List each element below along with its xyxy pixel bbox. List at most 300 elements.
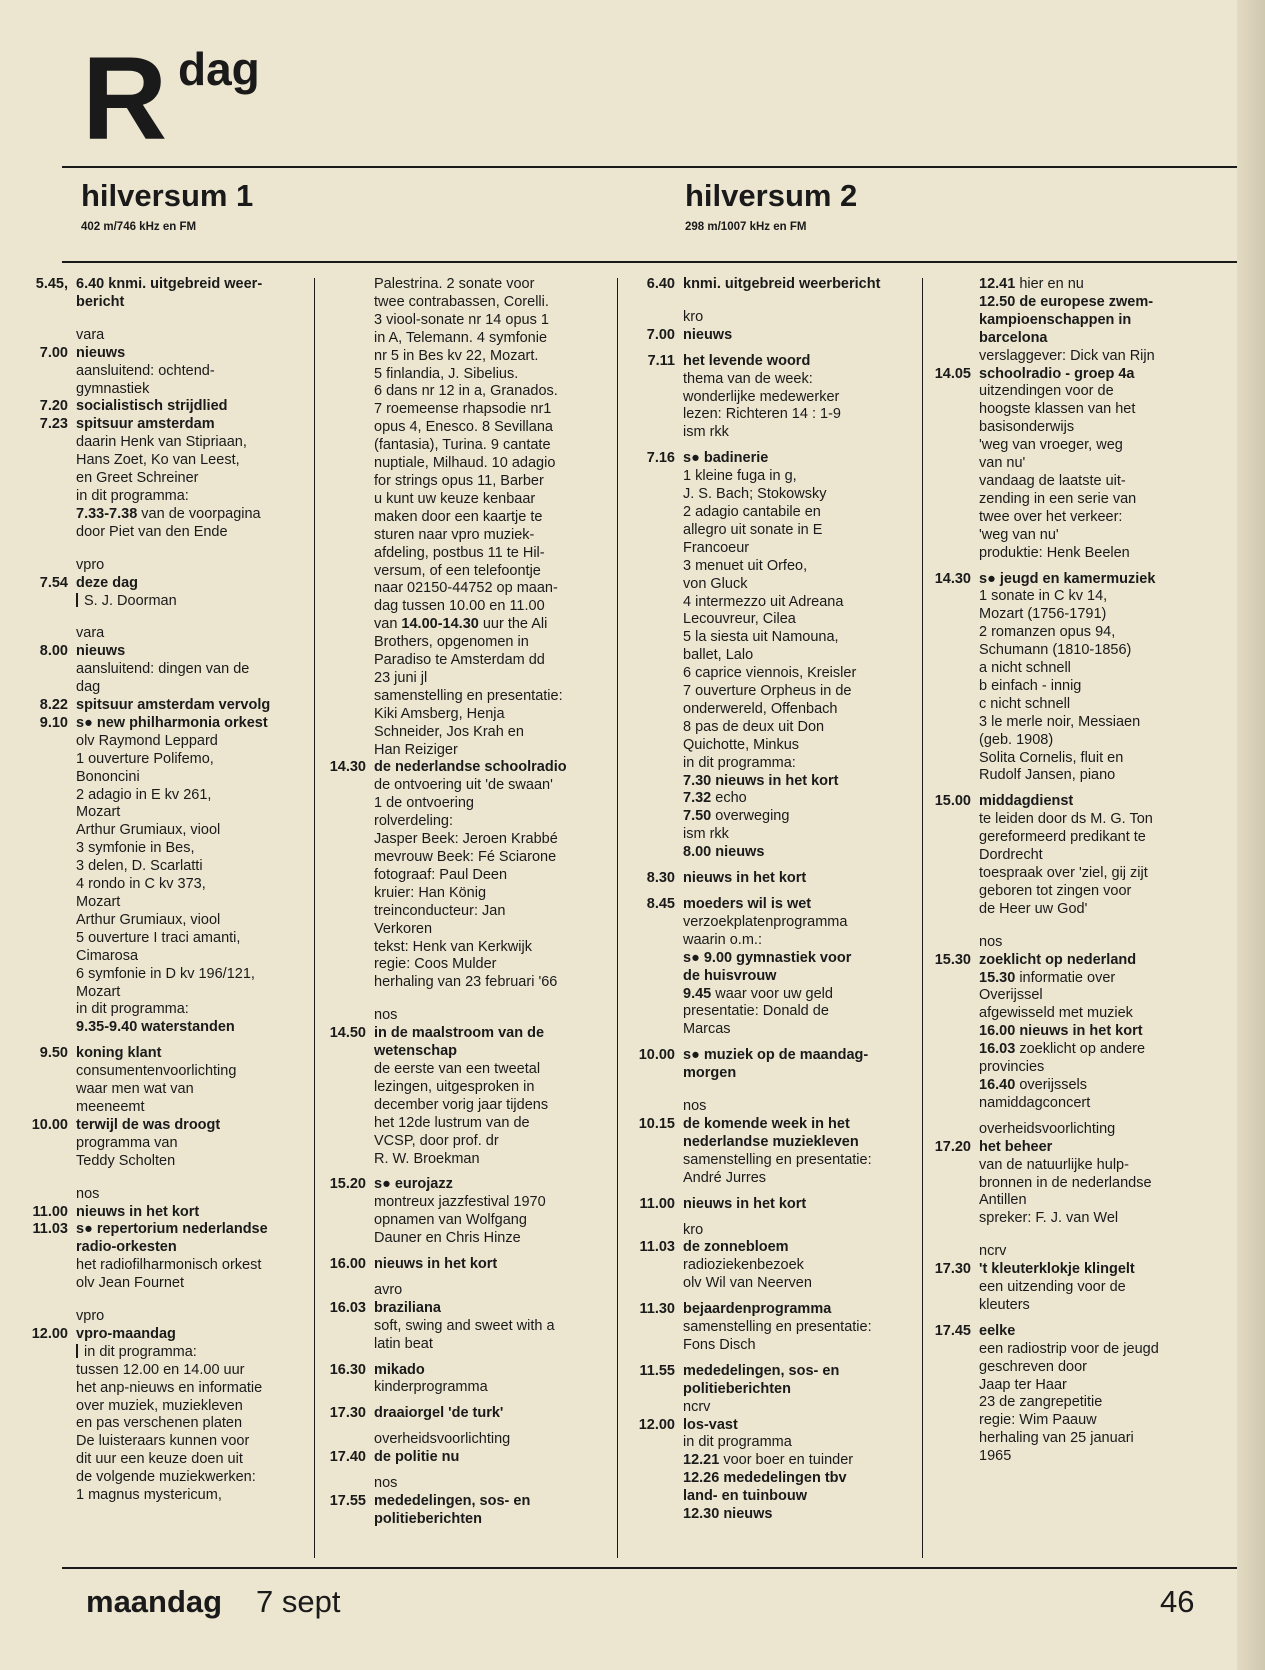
text: latin beat <box>374 1335 433 1352</box>
entry-line <box>76 643 308 661</box>
entry-text <box>374 1256 608 1274</box>
text: en Greet Schreiner <box>76 470 199 487</box>
schedule-entry <box>28 345 308 399</box>
schedule-entry <box>625 1047 917 1083</box>
entry-line <box>76 593 308 611</box>
entry-line <box>374 1405 608 1423</box>
entry-line <box>979 1005 1208 1023</box>
entry-line <box>683 353 917 371</box>
entry-time: 15.00 <box>934 793 971 810</box>
bold-text: 9.35-9.40 waterstanden <box>76 1019 235 1036</box>
text: uitzendingen voor de <box>979 383 1114 400</box>
entry-line <box>374 491 608 509</box>
entry-line <box>374 1475 608 1493</box>
entry-text <box>683 1047 917 1083</box>
schedule-entry <box>28 1045 308 1117</box>
schedule-entry <box>28 398 308 416</box>
text: echo <box>711 790 747 807</box>
entry-line <box>374 1362 608 1380</box>
schedule-entry <box>318 276 608 759</box>
entry-line <box>76 858 308 876</box>
schedule-entry <box>625 1098 917 1116</box>
entry-line <box>979 883 1208 901</box>
entry-line <box>76 1045 308 1063</box>
entry-text <box>374 1362 608 1398</box>
entry-line <box>374 706 608 724</box>
bold-text: braziliana <box>374 1299 441 1316</box>
text: december vorig jaar tijdens <box>374 1096 549 1113</box>
entry-line <box>374 759 608 777</box>
entry-line <box>76 984 308 1002</box>
spacer <box>625 1355 917 1363</box>
text: von Gluck <box>683 575 748 592</box>
entry-text <box>374 1176 608 1248</box>
entry-line <box>374 688 608 706</box>
bold-text: mededelingen, sos- en <box>683 1362 840 1379</box>
entry-line <box>683 1239 917 1257</box>
bold-text: 't kleuterklokje klingelt <box>979 1261 1135 1278</box>
entry-line <box>76 1433 308 1451</box>
entry-line <box>979 1243 1208 1261</box>
entry-time: 7.23 <box>39 416 68 433</box>
text: vandaag de laatste uit- <box>979 472 1126 489</box>
entry-line <box>683 522 917 540</box>
entry-line <box>979 312 1208 330</box>
entry-line <box>979 1412 1208 1430</box>
schedule-entry <box>318 1256 608 1274</box>
spacer <box>28 1037 308 1045</box>
entry-line <box>683 665 917 683</box>
entry-line <box>76 434 308 452</box>
bold-text: mikado <box>374 1361 425 1378</box>
entry-line <box>683 1098 917 1116</box>
entry-line <box>76 1001 308 1019</box>
entry-line <box>683 808 917 826</box>
text: tussen 12.00 en 14.00 uur <box>76 1361 245 1378</box>
bold-text: nederlandse muziekleven <box>683 1133 859 1150</box>
entry-time: 8.30 <box>646 870 675 887</box>
entry-line <box>374 598 608 616</box>
bold-text: nieuws <box>76 344 126 361</box>
entry-text <box>979 934 1208 952</box>
entry-line <box>979 545 1208 563</box>
text: Mozart <box>76 894 121 910</box>
entry-text <box>683 1417 917 1524</box>
entry-line <box>76 506 308 524</box>
entry-line <box>683 719 917 737</box>
entry-time: 7.00 <box>39 344 68 361</box>
entry-time <box>918 1121 979 1139</box>
entry-line <box>76 276 308 294</box>
text: VCSP, door prof. dr <box>374 1132 499 1149</box>
entry-line <box>374 670 608 688</box>
entry-line <box>374 330 608 348</box>
entry-line <box>374 1511 608 1529</box>
entry-line <box>683 647 917 665</box>
bold-text: de nederlandse schoolradio <box>374 759 567 776</box>
top-rule <box>62 166 1237 168</box>
text: in dit programma: <box>84 1343 197 1360</box>
text: door Piet van den Ende <box>76 523 228 540</box>
footer-date: 7 sept <box>256 1584 341 1619</box>
entry-time: 11.00 <box>32 1203 68 1220</box>
entry-text <box>76 557 308 575</box>
entry-line <box>76 294 308 312</box>
entry-text <box>374 1300 608 1354</box>
bold-text: 16.03 <box>979 1041 1016 1058</box>
text: 1 ouverture Polifemo, <box>76 750 214 767</box>
text: nuptiale, Milhaud. 10 adagio <box>374 455 556 472</box>
entry-text <box>683 870 917 888</box>
schedule-entry <box>28 625 308 643</box>
text: de eerste van een tweetal <box>374 1060 541 1077</box>
spacer <box>918 1228 1208 1243</box>
text: verslaggever: Dick van Rijn <box>979 347 1155 364</box>
bold-text: spitsuur amsterdam <box>76 416 215 433</box>
entry-time: 14.05 <box>934 365 971 382</box>
text: informatie over <box>1015 969 1116 986</box>
entry-text <box>76 715 308 1037</box>
entry-line <box>76 661 308 679</box>
entry-line <box>683 594 917 612</box>
entry-line <box>374 1097 608 1115</box>
text: Rudolf Jansen, piano <box>979 767 1116 784</box>
text: nos <box>76 1185 100 1202</box>
spacer <box>918 919 1208 934</box>
spacer <box>625 1039 917 1047</box>
entry-line <box>76 966 308 984</box>
bold-text: 12.50 de europese zwem- <box>979 293 1154 310</box>
text: 23 juni jl <box>374 669 428 686</box>
text: (fantasia), Turina. 9 cantate <box>374 437 551 454</box>
entry-text <box>76 1326 308 1505</box>
entry-line <box>683 611 917 629</box>
schedule-entry <box>318 1300 608 1354</box>
entry-line <box>683 1434 917 1452</box>
entry-line <box>683 1134 917 1152</box>
text: opnamen van Wolfgang <box>374 1212 527 1229</box>
text: 7 roemeense rhapsodie nr1 <box>374 401 552 418</box>
entry-line <box>683 950 917 968</box>
entry-line <box>374 419 608 437</box>
schedule-entry <box>28 1186 308 1204</box>
entry-line <box>979 437 1208 455</box>
text: ism rkk <box>683 826 729 843</box>
entry-time <box>318 1007 374 1025</box>
text: uur the Ali <box>478 616 548 633</box>
text: van <box>374 616 402 633</box>
entry-line <box>374 956 608 974</box>
schedule-entry <box>918 571 1208 786</box>
entry-text <box>979 1121 1208 1139</box>
spacer <box>28 542 308 557</box>
entry-time: 10.00 <box>31 1116 68 1133</box>
entry-text <box>374 1282 608 1300</box>
bold-text: los-vast <box>683 1416 738 1433</box>
entry-line <box>374 1379 608 1397</box>
text: regie: Coos Mulder <box>374 956 497 973</box>
entry-line <box>979 829 1208 847</box>
schedule-entry <box>318 1431 608 1449</box>
entry-line <box>374 563 608 581</box>
entry-line <box>979 330 1208 348</box>
entry-line <box>979 970 1208 988</box>
schedule-entry <box>28 1221 308 1293</box>
text: verzoekplatenprogramma <box>683 913 848 930</box>
spacer <box>625 862 917 870</box>
entry-time: 16.00 <box>329 1256 366 1273</box>
schedule-column-4 <box>918 276 1208 1466</box>
entry-line <box>683 826 917 844</box>
entry-text <box>76 1204 308 1222</box>
bold-text: s● eurojazz <box>374 1176 453 1193</box>
text: 3 menuet uit Orfeo, <box>683 557 808 574</box>
bold-text: de komende week in het <box>683 1115 850 1132</box>
bold-text: s● jeugd en kamermuziek <box>979 570 1156 587</box>
entry-line <box>979 366 1208 384</box>
bold-text: 12.41 <box>979 276 1016 292</box>
entry-line <box>683 1116 917 1134</box>
bold-text: deze dag <box>76 574 139 591</box>
bold-text: nieuws in het kort <box>374 1256 498 1273</box>
text: 5 ouverture I traci amanti, <box>76 929 241 946</box>
text: samenstelling en presentatie: <box>374 687 563 704</box>
bold-text: eelke <box>979 1322 1016 1339</box>
entry-text <box>76 416 308 541</box>
schedule-entry <box>918 366 1208 563</box>
bold-text: nieuws in het kort <box>76 1203 200 1220</box>
entry-line <box>979 348 1208 366</box>
text: Solita Cornelis, fluit en <box>979 749 1124 766</box>
entry-text <box>76 1221 308 1293</box>
bold-text: nieuws in het kort <box>683 1195 807 1212</box>
entry-line <box>683 504 917 522</box>
text: namiddagconcert <box>979 1094 1091 1111</box>
entry-line <box>374 867 608 885</box>
entry-line <box>979 1139 1208 1157</box>
text: Dauner en Chris Hinze <box>374 1230 521 1247</box>
entry-line <box>979 696 1208 714</box>
bold-text: 6.40 knmi. uitgebreid weer- <box>76 276 263 292</box>
text: overheidsvoorlichting <box>374 1431 511 1448</box>
entry-line <box>374 1300 608 1318</box>
text: olv Wil van Neerven <box>683 1275 812 1292</box>
entry-line <box>76 488 308 506</box>
text: 3 symfonie in Bes, <box>76 840 195 857</box>
text: in A, Telemann. 4 symfonie <box>374 329 548 346</box>
entry-line <box>979 1077 1208 1095</box>
entry-time: 17.55 <box>329 1493 366 1509</box>
entry-line <box>374 1318 608 1336</box>
schedule-entry <box>625 309 917 327</box>
text: 3 le merle noir, Messiaen <box>979 713 1141 730</box>
bold-text: mededelingen, sos- en <box>374 1493 531 1509</box>
column-divider <box>314 278 315 1558</box>
text: soft, swing and sweet with a <box>374 1317 555 1334</box>
entry-line <box>683 1452 917 1470</box>
bold-text: de politie nu <box>374 1449 460 1466</box>
entry-line <box>979 1041 1208 1059</box>
text: vpro <box>76 556 105 573</box>
bold-text: 7.50 <box>683 808 712 825</box>
entry-line <box>374 1431 608 1449</box>
spacer <box>918 1315 1208 1323</box>
entry-line <box>76 1063 308 1081</box>
entry-line <box>683 389 917 407</box>
text: herhaling van 23 februari '66 <box>374 974 558 991</box>
entry-line <box>374 401 608 419</box>
text: 7 ouverture Orpheus in de <box>683 683 852 700</box>
entry-line <box>76 557 308 575</box>
bold-text: het beheer <box>979 1138 1053 1155</box>
entry-line <box>76 1451 308 1469</box>
entry-line <box>374 366 608 384</box>
schedule-entry <box>318 1475 608 1493</box>
entry-line <box>76 1308 308 1326</box>
entry-line <box>683 968 917 986</box>
entry-line <box>374 921 608 939</box>
text: Cimarosa <box>76 947 139 964</box>
entry-line <box>76 381 308 399</box>
bold-text: s● 9.00 gymnastiek voor <box>683 949 852 966</box>
entry-line <box>979 383 1208 401</box>
entry-text <box>979 366 1208 563</box>
text: regie: Wim Paauw <box>979 1412 1097 1429</box>
entry-time: 10.00 <box>638 1047 675 1064</box>
bold-text: zoeklicht op nederland <box>979 951 1137 968</box>
schedule-entry <box>918 1139 1208 1229</box>
entry-time: 8.22 <box>39 697 68 714</box>
entry-line <box>76 1135 308 1153</box>
schedule-entry <box>625 896 917 1039</box>
bold-text: 16.40 <box>979 1076 1016 1093</box>
text: 3 viool-sonate nr 14 opus 1 <box>374 311 549 328</box>
bold-text: 12.21 <box>683 1452 720 1469</box>
entry-text <box>76 697 308 715</box>
entry-text <box>683 276 917 294</box>
bold-text: in de maalstroom van de <box>374 1025 545 1042</box>
entry-line <box>683 276 917 294</box>
text: Han Reizig‌er <box>374 741 458 758</box>
text: 6 dans nr 12 in a, Granados. <box>374 383 558 400</box>
entry-text <box>683 1399 917 1417</box>
schedule-entry <box>918 793 1208 918</box>
entry-text <box>979 571 1208 786</box>
spacer <box>918 785 1208 793</box>
entry-line <box>683 1021 917 1039</box>
entry-line <box>979 934 1208 952</box>
entry-line <box>76 769 308 787</box>
schedule-entry <box>28 1308 308 1326</box>
text: a nicht schnell <box>979 660 1071 677</box>
text: Fons Disch <box>683 1336 756 1353</box>
text: Jaap ter Haar <box>979 1376 1067 1393</box>
entry-line <box>683 870 917 888</box>
entry-time <box>918 276 979 366</box>
entry-text <box>979 793 1208 918</box>
entry-line <box>683 1399 917 1417</box>
entry-line <box>76 787 308 805</box>
text: Bononcini <box>76 768 140 785</box>
station-title-hilversum-1: hilversum 1 <box>81 178 254 213</box>
entry-line <box>683 755 917 773</box>
entry-line <box>683 1488 917 1506</box>
spacer <box>318 1168 608 1176</box>
bold-text: nieuws <box>683 326 733 343</box>
entry-line <box>374 634 608 652</box>
schedule-entry <box>28 416 308 541</box>
text: Mozart <box>76 804 121 821</box>
entry-time: 17.20 <box>934 1138 971 1155</box>
entry-line <box>374 831 608 849</box>
text: 3 delen, D. Scarlatti <box>76 858 203 875</box>
schedule-entry <box>625 1222 917 1240</box>
entry-line <box>683 558 917 576</box>
entry-line <box>979 1175 1208 1193</box>
entry-line <box>374 652 608 670</box>
text: afgewisseld met muziek <box>979 1005 1133 1022</box>
entry-line <box>374 1151 608 1169</box>
text: 6 symfonie in D kv 196/121, <box>76 965 255 982</box>
text: avro <box>374 1281 403 1298</box>
entry-line <box>683 406 917 424</box>
entry-line <box>683 790 917 808</box>
spacer <box>625 294 917 309</box>
text: produktie: Henk Beelen <box>979 544 1130 561</box>
entry-line <box>374 473 608 491</box>
entry-line <box>979 1095 1208 1113</box>
text: spreker: F. J. van Wel <box>979 1210 1119 1227</box>
text: een radiostrip voor de jeugd <box>979 1340 1159 1357</box>
entry-time <box>318 1475 374 1493</box>
text: Francoeur <box>683 539 750 556</box>
schedule-entry <box>918 1261 1208 1315</box>
text: nr 5 in Bes kv 22, Mozart. <box>374 347 539 364</box>
bold-text: schoolradio - groep 4a <box>979 365 1135 382</box>
entry-time <box>625 309 683 327</box>
text: waarin o.m.: <box>683 931 762 948</box>
text: nos <box>683 1098 707 1115</box>
entry-line <box>979 624 1208 642</box>
entry-time: 7.54 <box>39 574 68 591</box>
entry-line <box>979 606 1208 624</box>
entry-line <box>979 901 1208 919</box>
entry-text <box>979 276 1208 366</box>
schedule-entry <box>318 1176 608 1248</box>
entry-time: 7.16 <box>646 450 675 467</box>
entry-time: 11.03 <box>639 1239 675 1256</box>
entry-time <box>318 276 374 759</box>
entry-text <box>683 450 917 862</box>
text: basisonderwijs <box>979 419 1075 436</box>
schedule-entry <box>625 870 917 888</box>
bold-text: spitsuur amsterdam vervolg <box>76 697 271 714</box>
text: kruier: Han König <box>374 884 487 901</box>
entry-line <box>76 398 308 416</box>
schedule-entry <box>28 276 308 312</box>
spacer <box>318 992 608 1007</box>
entry-line <box>76 1487 308 1505</box>
bold-text: 7.30 nieuws in het kort <box>683 772 839 789</box>
spacer <box>625 1083 917 1098</box>
entry-line <box>76 345 308 363</box>
entry-line <box>979 1297 1208 1315</box>
entry-line <box>374 527 608 545</box>
entry-text <box>374 1493 608 1529</box>
entry-line <box>374 1176 608 1194</box>
entry-line <box>683 1470 917 1488</box>
entry-line <box>979 276 1208 294</box>
